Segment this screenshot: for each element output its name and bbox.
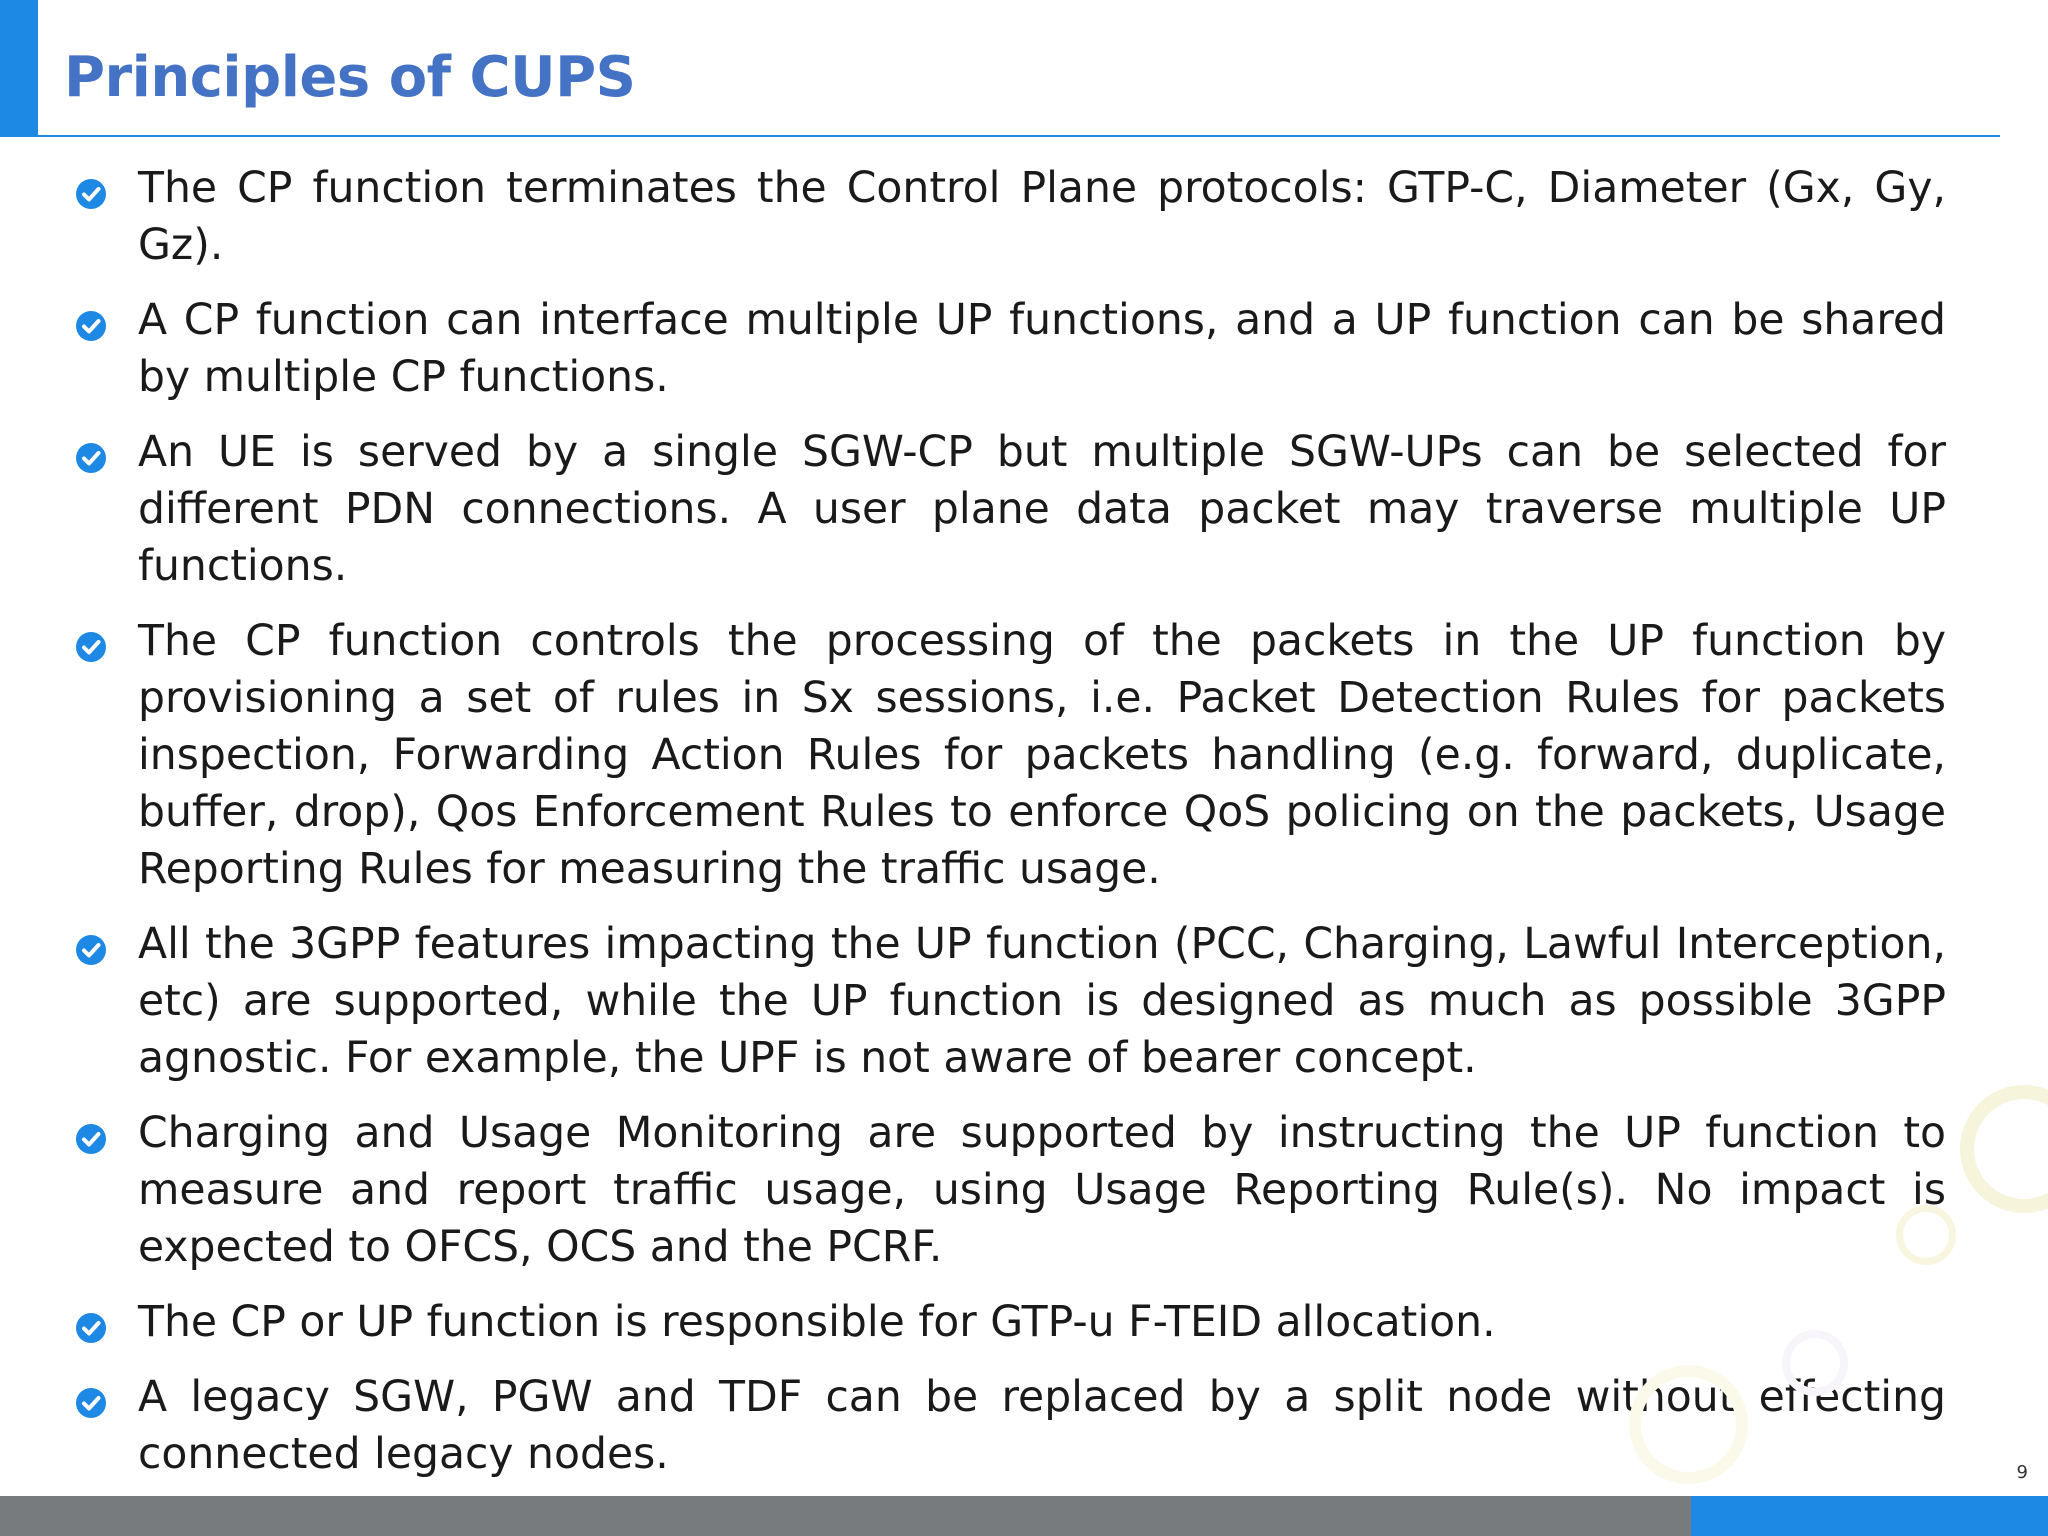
check-circle-icon <box>75 1312 107 1344</box>
title-divider <box>38 135 2000 137</box>
check-circle-icon <box>75 442 107 474</box>
check-circle-icon <box>75 631 107 663</box>
bullet-item <box>72 292 1946 406</box>
bullet-text: The CP function terminates the Control Plane protocols: GTP-C, Diameter (Gx, Gy, Gz). <box>138 164 1946 270</box>
decorative-ring <box>1782 1330 1848 1396</box>
bullet-item <box>72 1294 1946 1351</box>
check-circle-icon <box>75 310 107 342</box>
bullet-item <box>72 424 1946 595</box>
check-circle-icon <box>75 934 107 966</box>
check-circle-icon <box>75 1387 107 1419</box>
bullet-text: Charging and Usage Monitoring are supported by instructing the UP function to measure and report traffic usage, using Usage Reporting Rule(s). No impact is expected to OFCS, OCS and the PCRF. <box>138 1109 1946 1272</box>
title-accent-bar <box>0 0 38 137</box>
bullet-text: The CP or UP function is responsible for GTP-u F-TEID allocation. <box>138 1298 1496 1347</box>
bullet-text: A CP function can interface multiple UP functions, and a UP function can be shared by multiple CP functions. <box>138 296 1946 402</box>
bullet-item <box>72 916 1946 1087</box>
decorative-ring <box>1629 1365 1748 1484</box>
bullet-text: A legacy SGW, PGW and TDF can be replaced by a split node without effecting connected legacy nodes. <box>138 1373 1946 1479</box>
bullet-list <box>72 160 1946 1501</box>
decorative-ring <box>1960 1085 2048 1213</box>
bullet-text: All the 3GPP features impacting the UP function (PCC, Charging, Lawful Interception, etc) are supported, while the UP function is designed as much as possible 3GPP agnostic. For example, the UPF is not aware of bearer concept. <box>138 920 1946 1083</box>
footer-accent-bar <box>1691 1496 2048 1536</box>
bullet-item <box>72 613 1946 898</box>
bullet-item <box>72 160 1946 274</box>
slide-title: Principles of CUPS <box>64 45 636 110</box>
check-circle-icon <box>75 1123 107 1155</box>
check-circle-icon <box>75 178 107 210</box>
bullet-text: An UE is served by a single SGW-CP but multiple SGW-UPs can be selected for different PDN connections. A user plane data packet may traverse multiple UP functions. <box>138 428 1946 591</box>
bullet-item <box>72 1105 1946 1276</box>
page-number: 9 <box>2016 1462 2028 1483</box>
bullet-text: The CP function controls the processing of the packets in the UP function by provisioning a set of rules in Sx sessions, i.e. Packet Detection Rules for packets inspection, Forwarding Action Rules for packets handling (e.g. forward, duplicate, buffer, drop), Qos Enforcement Rules to enforce QoS policing on the packets, Usage Reporting Rules for measuring the traffic usage. <box>138 617 1946 894</box>
decorative-ring <box>1896 1205 1956 1265</box>
